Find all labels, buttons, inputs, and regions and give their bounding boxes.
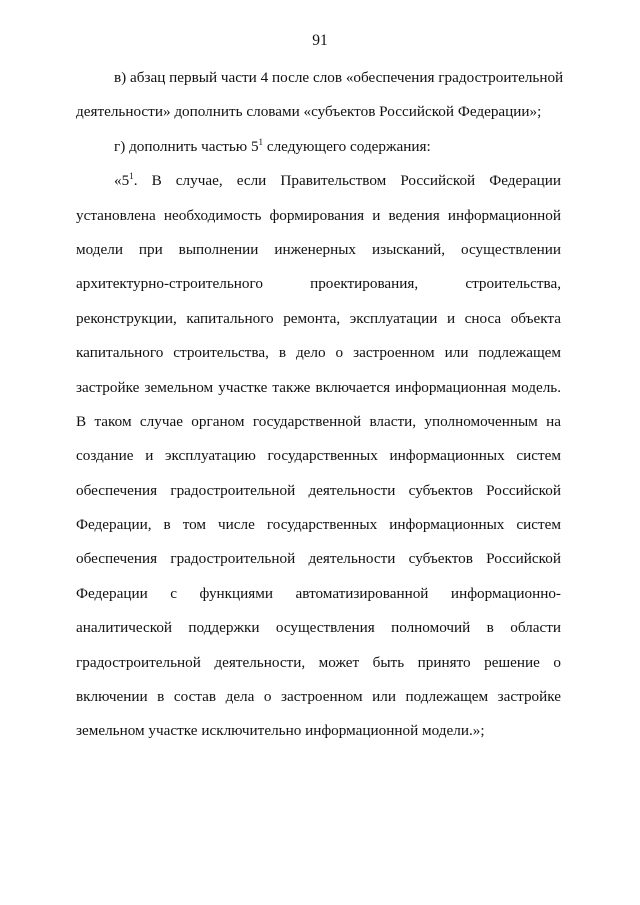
quote-line: модели при выполнении инженерных изысканий, осуществлении <box>76 240 561 258</box>
quote-line: создание и эксплуатацию государственных информационных систем <box>76 447 561 465</box>
paragraph-g-text: г) дополнить частью 5 <box>114 137 259 155</box>
paragraph-g-text-rest: следующего содержания: <box>263 137 431 155</box>
quote-line: градостроительной деятельности, может быть принято решение о <box>76 653 561 671</box>
quote-first-line-rest: . В случае, если Правительством Российской Федерации <box>133 172 561 190</box>
quote-line: архитектурно-строительного проектирования, строительства, <box>76 275 561 293</box>
quote-line: включении в состав дела о застроенном или подлежащем застройке <box>76 688 561 706</box>
paragraph-g <box>76 130 561 164</box>
quote-line: реконструкции, капитального ремонта, эксплуатации и сноса объекта <box>76 309 561 327</box>
quote-line: аналитической поддержки осуществления полномочий в области <box>76 619 561 637</box>
quote-superscript: 1 <box>129 171 134 182</box>
quote-last-line: земельном участке исключительно информационной модели.»; <box>76 722 485 740</box>
page-number: 91 <box>312 32 328 49</box>
paragraph-g-superscript: 1 <box>258 136 264 147</box>
quote-prefix: «5 <box>114 172 130 190</box>
quote-line: капитального строительства, в дело о застроенном или подлежащем <box>76 344 561 362</box>
quote-line: Федерации с функциями автоматизированной информационно- <box>76 584 561 602</box>
quote-line: Федерации, в том числе государственных информационных систем <box>76 516 561 534</box>
document-body <box>76 61 564 749</box>
quote-line: установлена необходимость формирования и ведения информационной <box>76 206 561 224</box>
paragraph-v-line-2: деятельности» дополнить словами «субъектов Российской Федерации»; <box>76 103 542 121</box>
quote-line: застройке земельном участке также включается информационная модель. <box>76 378 561 396</box>
quote-first-line <box>76 164 561 198</box>
quote-line: обеспечения градостроительной деятельности субъектов Российской <box>76 481 561 499</box>
quote-line: обеспечения градостроительной деятельности субъектов Российской <box>76 550 561 568</box>
quote-line: В таком случае органом государственной власти, уполномоченным на <box>76 412 561 430</box>
paragraph-v-line-1: в) абзац первый части 4 после слов «обеспечения градостроительной <box>114 69 564 86</box>
